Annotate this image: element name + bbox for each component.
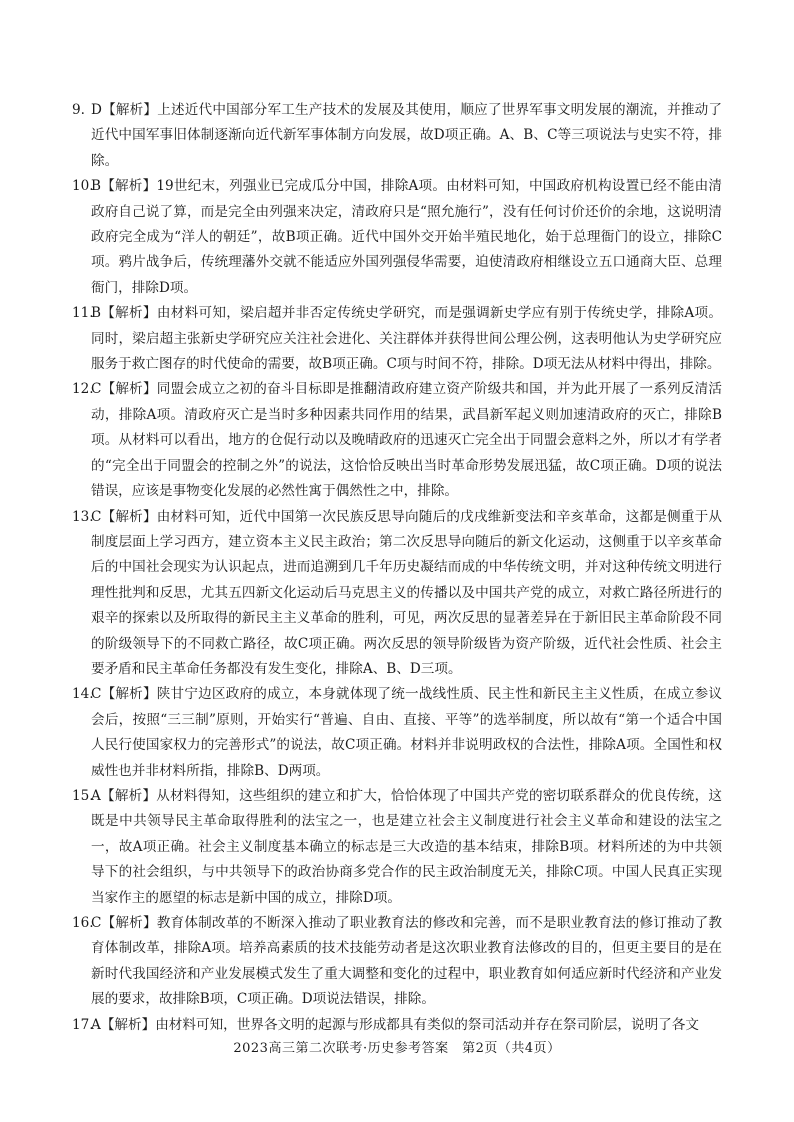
- answer-item-10: [72, 174, 722, 301]
- item-number: 16.: [72, 915, 94, 931]
- item-answer-tag: A【解析】: [91, 787, 157, 804]
- answer-list: [72, 98, 722, 1038]
- item-explanation: 从材料得知，这些组织的建立和扩大，恰恰体现了中国共产党的密切联系群众的优良传统，这既是中共领导民主革命取得胜利的法宝之一，也是建立社会主义制度进行社会主义革命和建设的法宝之一，故A项正确。社会主义制度基本确立的标志是三大改造的基本结束，排除B项。材料所述的为中共领导下的社会组织，与中共领导下的政治协商多党合作的民主政治制度无关，排除C项。中国人民真正实现当家作主的愿望的标志是新中国的成立，排除D项。: [91, 787, 722, 906]
- item-explanation: 由材料可知，世界各文明的起源与形成都具有类似的祭司活动并存在祭司阶层，说明了各文: [155, 1016, 699, 1033]
- item-explanation: 教育体制改革的不断深入推动了职业教育法的修改和完善，而不是职业教育法的修订推动了教育体制改革，排除A项。培养高素质的技术技能劳动者是这次职业教育法修改的目的，但更主要目的是在新时代我国经济和产业发展模式发生了重大调整和变化的过程中，职业教育如何适应新时代经济和产业发展的要求，故排除B项，C项正确。D项说法错误，排除。: [91, 915, 722, 1008]
- item-number: 15.: [72, 787, 94, 804]
- answer-item-13: [72, 505, 722, 683]
- page-footer: 2023高三第二次联考·历史参考答案 第2页（共4页）: [233, 1041, 561, 1056]
- item-answer-tag: B【解析】: [91, 178, 157, 195]
- item-explanation: 由材料可知，梁启超并非否定传统史学研究，而是强调新史学应有别于传统史学，排除A项。同时，梁启超主张新史学研究应关注社会进化、关注群体并获得世间公理公例，这表明他认为史学研究应服务于救亡图存的时代使命的需要，故B项正确。C项与时间不符，排除。D项无法从材料中得出，排除。: [91, 305, 722, 373]
- item-answer-tag: B【解析】: [91, 305, 157, 322]
- answer-item-12: [72, 377, 722, 504]
- item-number: 9.: [72, 102, 85, 118]
- answer-item-11: [72, 301, 722, 377]
- answer-item-14: [72, 682, 722, 784]
- item-number: 13.: [72, 508, 94, 525]
- item-answer-tag: C【解析】: [91, 686, 157, 703]
- item-number: 17.: [72, 1016, 94, 1033]
- answer-item-15: [72, 784, 722, 911]
- item-answer-tag: A【解析】: [91, 1016, 156, 1033]
- item-explanation: 同盟会成立之初的奋斗目标即是推翻清政府建立资产阶级共和国，并为此开展了一系列反清活动，排除A项。清政府灭亡是当时多种因素共同作用的结果，武昌新军起义则加速清政府的灭亡，排除B项。从材料可以看出，地方的仓促行动以及晚晴政府的迅速灭亡完全出于同盟会意料之外，所以才有学者的“完全出于同盟会的控制之外”的说法，这恰恰反映出当时革命形势发展迅猛，故C项正确。D项的说法错误，应该是事物变化发展的必然性寓于偶然性之中，排除。: [91, 381, 722, 500]
- answer-item-9: [72, 98, 722, 174]
- answer-item-17: [72, 1013, 722, 1038]
- item-number: 14.: [72, 686, 94, 703]
- item-explanation: 19世纪末，列强业已完成瓜分中国，排除A项。由材料可知，中国政府机构设置已经不能由清政府自己说了算，而是完全由列强来决定，清政府只是“照允施行”，没有任何讨价还价的余地，这说明清政府完全成为“洋人的朝廷”，故B项正确。近代中国外交开始半殖民地化，始于总理衙门的设立，排除C项。鸦片战争后，传统理藩外交就不能适应外国列强侵华需要，迫使清政府相继设立五口通商大臣、总理衙门，排除D项。: [91, 178, 722, 296]
- item-explanation: 由材料可知，近代中国第一次民族反思导向随后的戊戌维新变法和辛亥革命，这都是侧重于从制度层面上学习西方，建立资本主义民主政治；第二次反思导向随后的新文化运动，这侧重于以辛亥革命后的中国社会现实为认识起点，进而追溯到几千年历史凝结而成的中华传统文明，并对这种传统文明进行理性批判和反思，尤其五四新文化运动后马克思主义的传播以及中国共产党的成立，对救亡路径所进行的艰辛的探索以及所取得的新民主主义革命的胜利，可见，两次反思的显著差异在于新旧民主革命阶段不同的阶级领导下的不同救亡路径，故C项正确。两次反思的领导阶级皆为资产阶级，近代社会性质、社会主要矛盾和民主革命任务都没有发生变化，排除A、B、D三项。: [91, 508, 722, 677]
- item-number: 10.: [72, 178, 94, 195]
- item-number: 11.: [72, 305, 94, 322]
- answer-item-16: [72, 911, 722, 1013]
- item-explanation: 陕甘宁边区政府的成立，本身就体现了统一战线性质、民主性和新民主主义性质，在成立参议会后，按照“三三制”原则，开始实行“普遍、自由、直接、平等”的选举制度，所以故有“第一个适合中国人民行使国家权力的完善形式”的说法，故C项正确。材料并非说明政权的合法性，排除A项。全国性和权威性也并非材料所指，排除B、D两项。: [91, 686, 722, 779]
- item-answer-tag: C【解析】: [91, 381, 157, 398]
- item-answer-tag: D【解析】: [91, 102, 158, 118]
- item-answer-tag: C【解析】: [91, 915, 157, 931]
- item-explanation: 上述近代中国部分军工生产技术的发展及其使用，顺应了世界军事文明发展的潮流，并推动了近代中国军事旧体制逐渐向近代新军事体制方向发展，故D项正确。A、B、C等三项说法与史实不符，排除。: [91, 102, 723, 169]
- item-answer-tag: C【解析】: [91, 508, 157, 525]
- item-number: 12.: [72, 381, 94, 398]
